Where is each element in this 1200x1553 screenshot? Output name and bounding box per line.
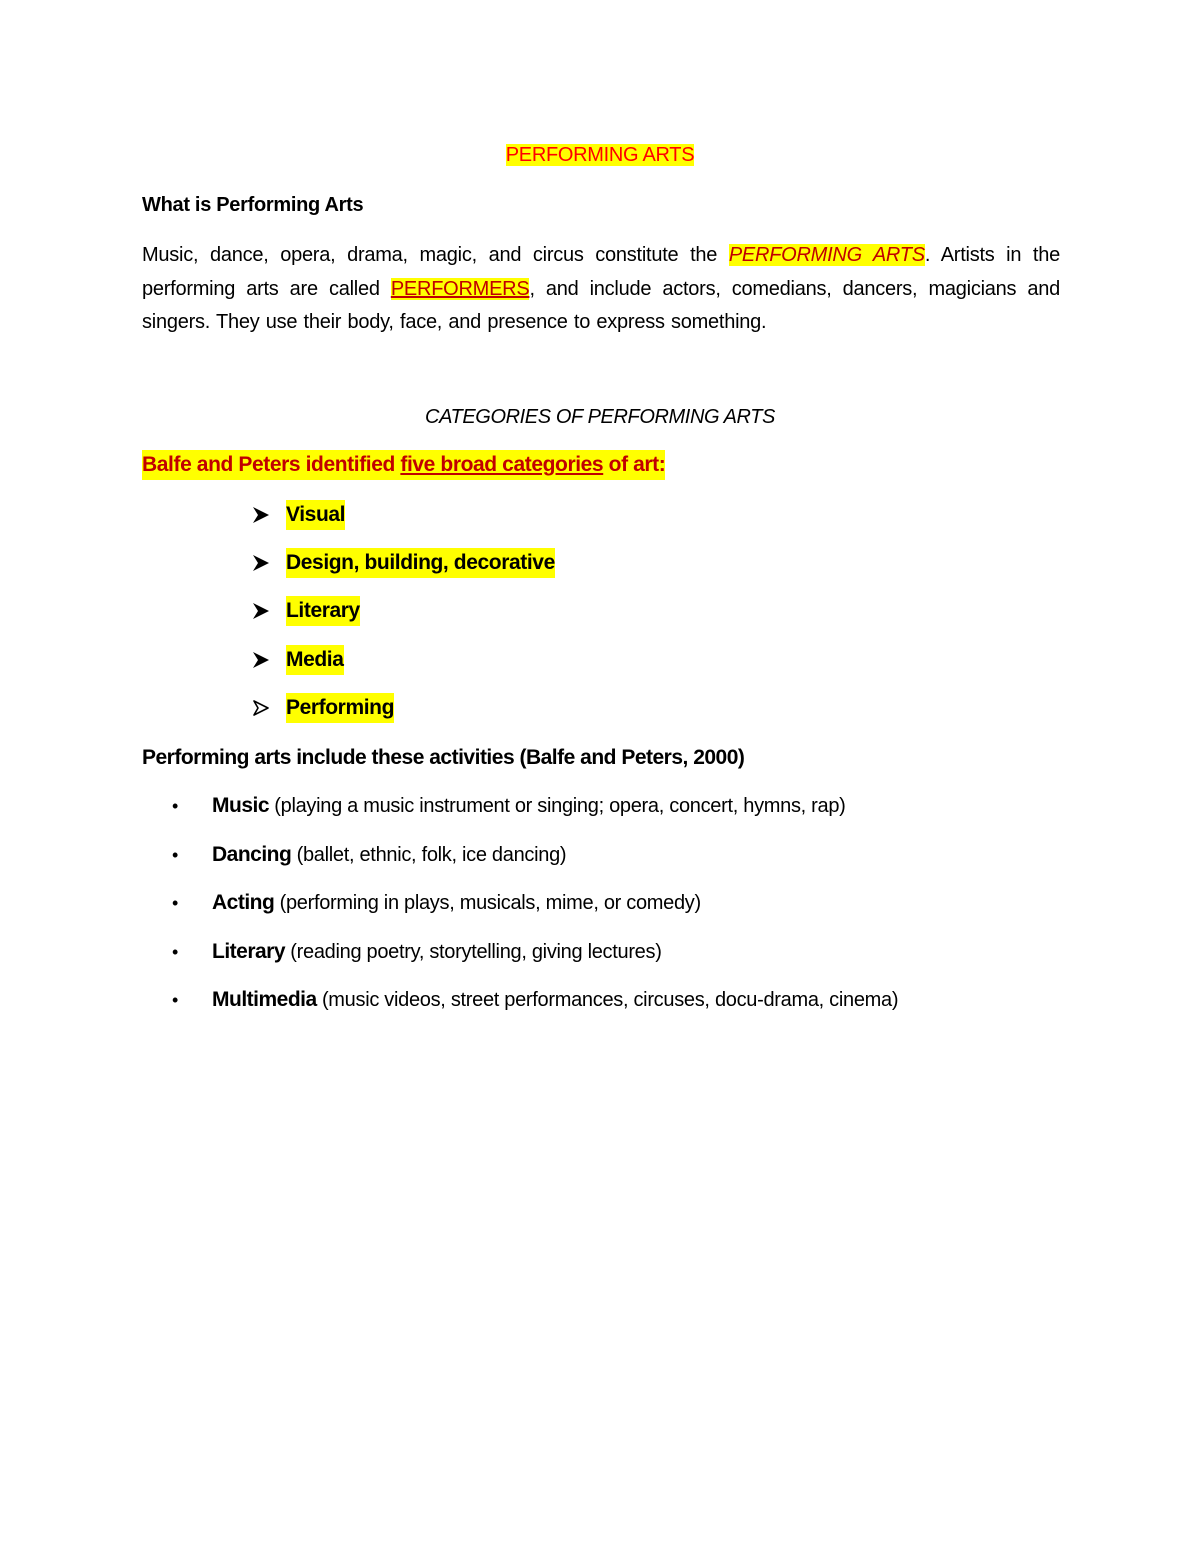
- intro-text-1: Music, dance, opera, drama, magic, and circus constitute the: [142, 244, 729, 266]
- filled-arrow-icon: [250, 503, 272, 527]
- activity-entry: [212, 985, 898, 1015]
- balfe-underlined: five broad categories: [400, 453, 604, 476]
- category-label: Design, building, decorative: [286, 548, 555, 578]
- activity-detail: (ballet, ethnic, folk, ice dancing): [291, 844, 567, 866]
- bullet-icon: •: [172, 796, 179, 816]
- activity-entry: [212, 840, 566, 870]
- balfe-statement: [142, 450, 665, 480]
- title-text: PERFORMING ARTS: [505, 144, 695, 166]
- filled-arrow-icon: [250, 599, 272, 623]
- category-label: Performing: [286, 693, 394, 723]
- activity-detail: (performing in plays, musicals, mime, or comedy): [274, 892, 701, 914]
- activity-term: Literary: [212, 940, 286, 963]
- intro-term-performers: PERFORMERS: [390, 277, 530, 300]
- activity-detail: (playing a music instrument or singing; opera, concert, hymns, rap): [269, 795, 846, 817]
- bullet-icon: •: [172, 942, 179, 962]
- activities-heading: Performing arts include these activities (Balfe and Peters, 2000): [142, 746, 745, 769]
- activity-term: Multimedia: [212, 988, 317, 1011]
- bullet-icon: •: [172, 990, 179, 1010]
- filled-arrow-icon: [250, 551, 272, 575]
- activity-term: Music: [212, 794, 270, 817]
- activity-detail: (music videos, street performances, circuses, docu-drama, cinema): [316, 989, 899, 1011]
- activity-entry: [212, 888, 701, 918]
- category-label: Literary: [286, 596, 360, 626]
- activity-detail: (reading poetry, storytelling, giving lectures): [285, 941, 662, 963]
- category-label: Media: [286, 645, 344, 675]
- categories-heading: CATEGORIES OF PERFORMING ARTS: [425, 406, 775, 428]
- intro-text-2: . Artists in the performing arts are called: [142, 244, 1060, 300]
- activity-term: Dancing: [212, 843, 292, 866]
- bullet-icon: •: [172, 845, 179, 865]
- intro-term-performing-arts: PERFORMING ARTS: [728, 244, 925, 266]
- intro-paragraph: [142, 239, 1060, 340]
- activity-entry: [212, 937, 662, 967]
- outline-arrow-icon: [250, 696, 272, 720]
- balfe-text-2: of art:: [603, 453, 666, 476]
- category-label: Visual: [286, 500, 345, 530]
- intro-text-3: , and include actors, comedians, dancers, magicians and singers. They use their body, face, and presence to express something.: [142, 277, 1060, 333]
- document-title: [0, 141, 1200, 169]
- bullet-icon: •: [172, 893, 179, 913]
- activity-term: Acting: [212, 891, 275, 914]
- filled-arrow-icon: [250, 648, 272, 672]
- activity-entry: [212, 791, 846, 821]
- section-heading-what-is: What is Performing Arts: [142, 194, 364, 216]
- balfe-text-1: Balfe and Peters identified: [142, 453, 401, 476]
